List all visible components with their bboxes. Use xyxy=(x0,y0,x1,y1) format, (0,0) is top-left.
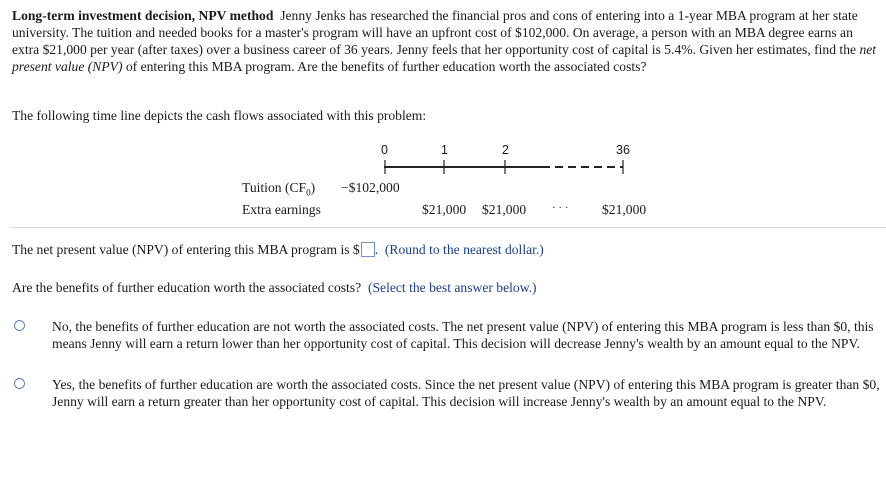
section-divider xyxy=(10,227,886,228)
npv-answer-input[interactable] xyxy=(361,242,375,257)
tuition-label: Tuition $(CF_0)$ xyxy=(242,180,316,198)
option-yes-text: Yes, the benefits of further education are worth the associated costs. Since the net present value (NPV) of entering this MBA program is greater than $0, Jenny will earn a return greater than her opportunity cost of capital. This decision will increase Jenny's wealth by an amount equal to the NPV. xyxy=(52,377,880,409)
earnings-value-36: $21,000 xyxy=(602,202,647,217)
problem-title: Long-term investment decision, NPV method xyxy=(12,8,274,23)
problem-text-1: Jenny Jenks has researched the financial pros and cons of entering into a 1-year MBA program at her state university. The tuition and needed books for a master's program will have an upfront cost of $102,000. On average, a person with an MBA degree earns an extra $21,000 per year (after taxes) over a business career of 36 years. Jenny feels that her opportunity cost of capital is 5.4%. Given her estimates, find the xyxy=(12,8,860,57)
period-label-0: 0 xyxy=(381,143,388,157)
npv-hint: (Round to the nearest dollar.) xyxy=(384,242,544,257)
period-label-36: 36 xyxy=(616,143,630,157)
npv-term: net present value (NPV) xyxy=(12,42,877,74)
problem-statement xyxy=(12,7,878,75)
option-no-text: No, the benefits of further education are not worth the associated costs. The net present value (NPV) of entering this MBA program is less than $0, this means Jenny will earn a return lower than her opportunity cost of capital. This decision will decrease Jenny's wealth by an amount equal to the NPV. xyxy=(52,319,874,351)
benefit-question xyxy=(12,280,537,296)
period-label-2: 2 xyxy=(502,143,509,157)
ellipsis: · · · xyxy=(552,202,569,214)
radio-option-no[interactable] xyxy=(14,320,25,331)
benefit-hint: (Select the best answer below.) xyxy=(367,280,537,295)
npv-question-suffix: . xyxy=(374,242,379,257)
period-label-1: 1 xyxy=(441,143,448,157)
benefit-question-text: Are the benefits of further education worth the associated costs? xyxy=(12,280,362,295)
earnings-value-1: $21,000 xyxy=(422,202,467,217)
npv-question xyxy=(12,242,544,258)
timeline-intro: The following time line depicts the cash flows associated with this problem: xyxy=(12,108,427,123)
problem-text-2: of entering this MBA program. Are the benefits of further education worth the associated costs? xyxy=(122,59,647,74)
earnings-value-2: $21,000 xyxy=(482,202,527,217)
earnings-label: Extra earnings xyxy=(242,202,321,217)
radio-option-yes[interactable] xyxy=(14,378,25,389)
tuition-value: −$102,000 xyxy=(341,180,400,195)
npv-question-text: The net present value (NPV) of entering this MBA program is $ xyxy=(12,242,360,257)
